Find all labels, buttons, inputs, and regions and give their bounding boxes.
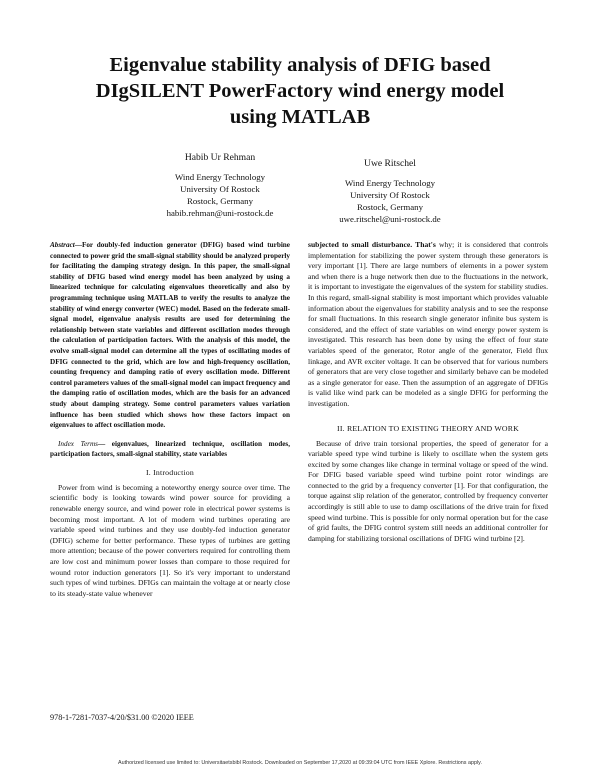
title-line-3: using MATLAB xyxy=(229,106,371,128)
index-terms xyxy=(50,439,290,460)
license-notice: Authorized licensed use limited to: Universitaetsbibl Rostock. Downloaded on September 17,2020 at 09:39:04 UTC from IEEE Xplore. Restrictions apply. xyxy=(118,760,482,766)
author-name: Uwe Ritschel xyxy=(364,158,416,169)
right-paragraph-1-lead: subjected to small disturbance. That's xyxy=(308,240,436,249)
author-affiliation: Wind Energy Technology xyxy=(344,178,436,188)
section-heading-introduction: I. Introduction xyxy=(145,467,195,477)
author-name: Habib Ur Rehman xyxy=(184,152,256,163)
author-block-1 xyxy=(125,152,315,219)
author-block-2 xyxy=(300,158,480,225)
author-email: habib.rehman@uni-rostock.de xyxy=(166,208,274,218)
title-line-2: DIgSILENT PowerFactory wind energy model xyxy=(95,80,505,102)
abstract-label: Abstract xyxy=(50,241,75,249)
left-column xyxy=(50,240,290,599)
index-terms-label: Index Terms xyxy=(58,439,98,448)
title-line-1: Eigenvalue stability analysis of DFIG based xyxy=(109,54,491,76)
author-email: uwe.ritschel@uni-rostock.de xyxy=(339,214,441,224)
abstract-text: —For doubly-fed induction generator (DFIG) based wind turbine connected to power grid the small-signal stability should be analyzed properly for facilitating the damping strategy design. In this paper, the small-signal stability of DFIG based wind energy model has been analyzed by using a linearized technique for calculating eigenvalues theoretically and also by programming technique using MATLAB to verify the results to analyze the stability of wind energy converter (WEC) model. Based on the federate small-signal model, eigenvalue analysis results are used for determining the relationship between state variables and different oscillation modes through the calculation of participation factors. With the analysis of this model, the evolve small-signal model can determine all the types of oscillating modes of DFIG connected to the grid, which are low and high-frequency oscillation, counting frequency and damping ratio of every oscillation mode. Different control parameters values of the small-signal model can impact frequency and the damping ratio of oscillation modes, which are the basis for an advanced study about damping strategy. Some control parameters values variation influence has been studied which shows how these factors impact on eigenvalues to affect oscillation mode. xyxy=(50,241,290,430)
paper-title xyxy=(40,52,560,130)
relation-paragraph: Because of drive train torsional properties, the speed of generator for a variable speed type wind turbine is likely to oscillate when the system gets excited by some changes like change in terminal voltage or speed of the wind. For DFIG based variable speed wind turbine point rotor windings are connected to the grid by a frequency converter [1]. For that configuration, the torque against slip relation of the generator, controlled by frequency converter accordingly is still able to use to damp oscillations of the drive train for fixed speed wind turbine. This is possible for only normal operation but for the case of grid faults, the DFIG control system still needs an additional controller for damping for stabilizing torsional oscillations of DFIG wind turbine [2]. xyxy=(308,438,548,543)
author-location: Rostock, Germany xyxy=(187,196,253,206)
right-paragraph-1-text: why; it is considered that controls implementation for stabilizing the power system through these generators is very important [1]. There are large numbers of elements in a power system and when there is a huge network then due to the fluctuations in the network, it is important to investigate the eigenvalues of the system for stability studies. In this regard, small-signal stability is most important which provides valuable information about the eigenvalues for stability analysis and to see the response for small fluctuations. In this research single generator infinite bus system is considered, and the effect of state variables on wind energy power system is investigated. This research has been done by using the effect of four state variables speed of the generator, Rotor angle of the generator, Field flux linkage, and AVR exciter voltage. It can be observed that for various numbers of generators that are very close together and similarly behave can be modeled as a single generator for ease. Then the assumption of an aggregate of DFIGs is valid like wind park can be modeled as a single DFIG for performing the investigation. xyxy=(308,240,548,408)
right-paragraph-1 xyxy=(308,240,548,410)
introduction-paragraph: Power from wind is becoming a noteworthy energy source over time. The scientific body is looking towards wind power source for providing a renewable energy source, and wind power role in electrical power systems is becoming most important. A lot of modern wind turbines operating are variable speed wind turbines and they use doubly-fed induction generator (DFIG) scheme for better performance. These types of turbines are getting more attention; because of the power converters required for controlling them are low cost and minimum power losses than compare to those required for wound rotor induction generators [1]. So it's very important to understand such types of wind turbines. DFIGs can maintain the voltage at or nearly close to its steady-state value whenever xyxy=(50,482,290,598)
abstract xyxy=(50,240,290,431)
author-university: University Of Rostock xyxy=(350,190,430,200)
section-heading-relation: II. RELATION TO EXISTING THEORY AND WORK xyxy=(337,423,519,433)
right-column xyxy=(308,240,548,544)
copyright-footer: 978-1-7281-7037-4/20/$31.00 ©2020 IEEE xyxy=(50,713,194,722)
index-terms-text: — eigenvalues, linearized technique, oscillation modes, participation factors, small-signal stability, state variables xyxy=(50,439,291,459)
author-university: University Of Rostock xyxy=(180,184,260,194)
author-affiliation: Wind Energy Technology xyxy=(174,172,266,182)
author-location: Rostock, Germany xyxy=(357,202,423,212)
